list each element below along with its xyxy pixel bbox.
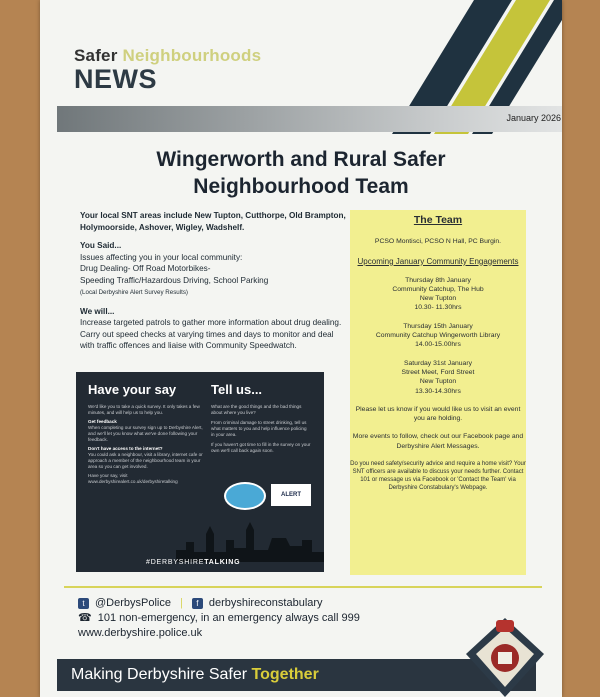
you-said-section — [80, 240, 350, 299]
we-will-heading: We will... — [80, 306, 115, 316]
footer-highlight: Together — [251, 666, 319, 683]
you-said-line1: Issues affecting you in your local community: — [80, 252, 243, 262]
you-said-note: (Local Derbyshire Alert Survey Results) — [80, 289, 188, 296]
twitter-handle[interactable]: @DerbysPolice — [95, 597, 171, 609]
internet-heading: Don't have access to the internet? — [88, 446, 163, 451]
brand-safer: Safer — [74, 46, 118, 65]
tell-us-p3: If you haven't got time to fill in the survey on your own we'll call back again soon. — [211, 442, 311, 453]
divider — [64, 586, 542, 588]
feedback-heading: Get feedback — [88, 419, 117, 424]
event-item — [350, 322, 526, 350]
police-crest-icon — [460, 614, 550, 697]
website-link[interactable]: www.derbyshire.police.uk — [78, 627, 203, 639]
you-said-line3: Speeding Traffic/Hazardous Driving, School Parking — [80, 275, 269, 285]
hashtag-a: #DERBYSHIRE — [146, 559, 205, 566]
page-title — [40, 146, 562, 200]
alert-badge: ALERT — [271, 484, 311, 506]
have-your-say-text — [88, 404, 203, 485]
have-your-say-heading: Have your say — [88, 382, 177, 397]
visit-text: Please let us know if you would like us to visit an event you are holding. — [355, 405, 521, 423]
title-line1: Wingerworth and Rural Safer — [156, 148, 446, 171]
event-date: Saturday 31st January — [403, 359, 472, 367]
brand-logo — [74, 46, 261, 95]
twitter-icon: t — [78, 598, 89, 609]
event-time: 10.30- 11.30hrs — [414, 304, 462, 312]
tell-us-p2: From criminal damage to street drinking, tell us what matters to you and help influence policing in your area. — [211, 420, 307, 437]
facebook-icon: f — [192, 598, 203, 609]
contact-info — [78, 596, 360, 641]
title-line2: Neighbourhood Team — [193, 175, 409, 198]
feedback-text: When completing our survey sign up to Derbyshire Alert, and we'll let you know what we've done following your feedback. — [88, 425, 203, 442]
phone-text: 101 non-emergency, in an emergency always call 999 — [97, 612, 360, 624]
we-will-p2: Carry out speed checks at varying times and days to monitor and deal with traffic offences and liaise with Community Speedwatch. — [80, 329, 334, 350]
team-heading: The Team — [413, 214, 463, 226]
survey-url: Have your say, visit www.derbyshirealert.co.uk/derbyshiretalking — [88, 473, 178, 484]
event-desc: Community Catchup, The Hub — [392, 285, 484, 293]
hys-text: We'd like you to take a quick survey. It only takes a few minutes, and will help us to help you. — [88, 404, 200, 415]
city-skyline-graphic — [176, 512, 324, 562]
separator: | — [179, 597, 183, 609]
derbyshire-talking-hashtag — [146, 559, 240, 566]
left-column — [80, 210, 350, 359]
intro-text: Your local SNT areas include New Tupton, Cutthorpe, Old Brampton, Holymoorside, Ashover, Wigley, Wadshelf. — [80, 211, 346, 232]
newsletter-sheet — [40, 0, 562, 697]
hashtag-b: TALKING — [204, 559, 241, 566]
tell-us-text — [211, 404, 311, 458]
tell-us-p1: What are the good things and the bad things about where you live? — [211, 404, 302, 415]
speech-bubble-icon — [224, 482, 266, 510]
event-place: New Tupton — [419, 378, 457, 386]
event-time: 13.30-14.30hrs — [415, 387, 461, 395]
phone-icon: ☎ — [78, 612, 92, 624]
event-item — [350, 276, 526, 313]
you-said-heading: You Said... — [80, 241, 122, 250]
team-panel — [350, 210, 526, 575]
issue-date: January 2026 — [506, 113, 561, 123]
event-date: Thursday 8th January — [405, 276, 471, 284]
events-heading: Upcoming January Community Engagements — [357, 256, 519, 266]
date-bar — [57, 106, 562, 132]
event-item — [350, 359, 526, 396]
event-place: New Tupton — [419, 295, 457, 303]
event-date: Thursday 15th January — [403, 322, 473, 330]
more-events-text: More events to follow, check out our Facebook page and Derbyshire Alert Messages. — [352, 433, 524, 450]
event-time: 14.00-15.00hrs — [415, 341, 461, 349]
tell-us-heading: Tell us... — [211, 382, 263, 397]
we-will-section — [80, 306, 350, 352]
event-desc: Community Catchup Wingerworth Library — [375, 332, 501, 340]
facebook-handle[interactable]: derbyshireconstabulary — [208, 597, 323, 609]
internet-text: You could ask a neighbour, visit a library, internet cafe or approach a member of the neighbourhood team in your area so you can get involved. — [88, 452, 203, 469]
we-will-p1: Increase targeted patrols to gather more information about drug dealing. — [80, 318, 342, 327]
footer-text: Making Derbyshire Safer — [71, 666, 248, 683]
brand-news: NEWS — [74, 64, 157, 94]
advice-text: Do you need safety/security advice and require a home visit? Your SNT officers are available to discuss your needs further. Contact 101 or message us via Facebook or 'Contact the Team' via Derbyshire Constabulary's Webpage. — [350, 461, 526, 492]
have-your-say-panel — [76, 372, 324, 572]
brand-neighbourhoods: Neighbourhoods — [122, 46, 262, 65]
team-members: PCSO Montisci, PCSO N Hall, PC Burgin. — [374, 238, 502, 246]
event-desc: Street Meet, Ford Street — [401, 368, 475, 376]
you-said-line2: Drug Dealing- Off Road Motorbikes- — [80, 264, 211, 273]
